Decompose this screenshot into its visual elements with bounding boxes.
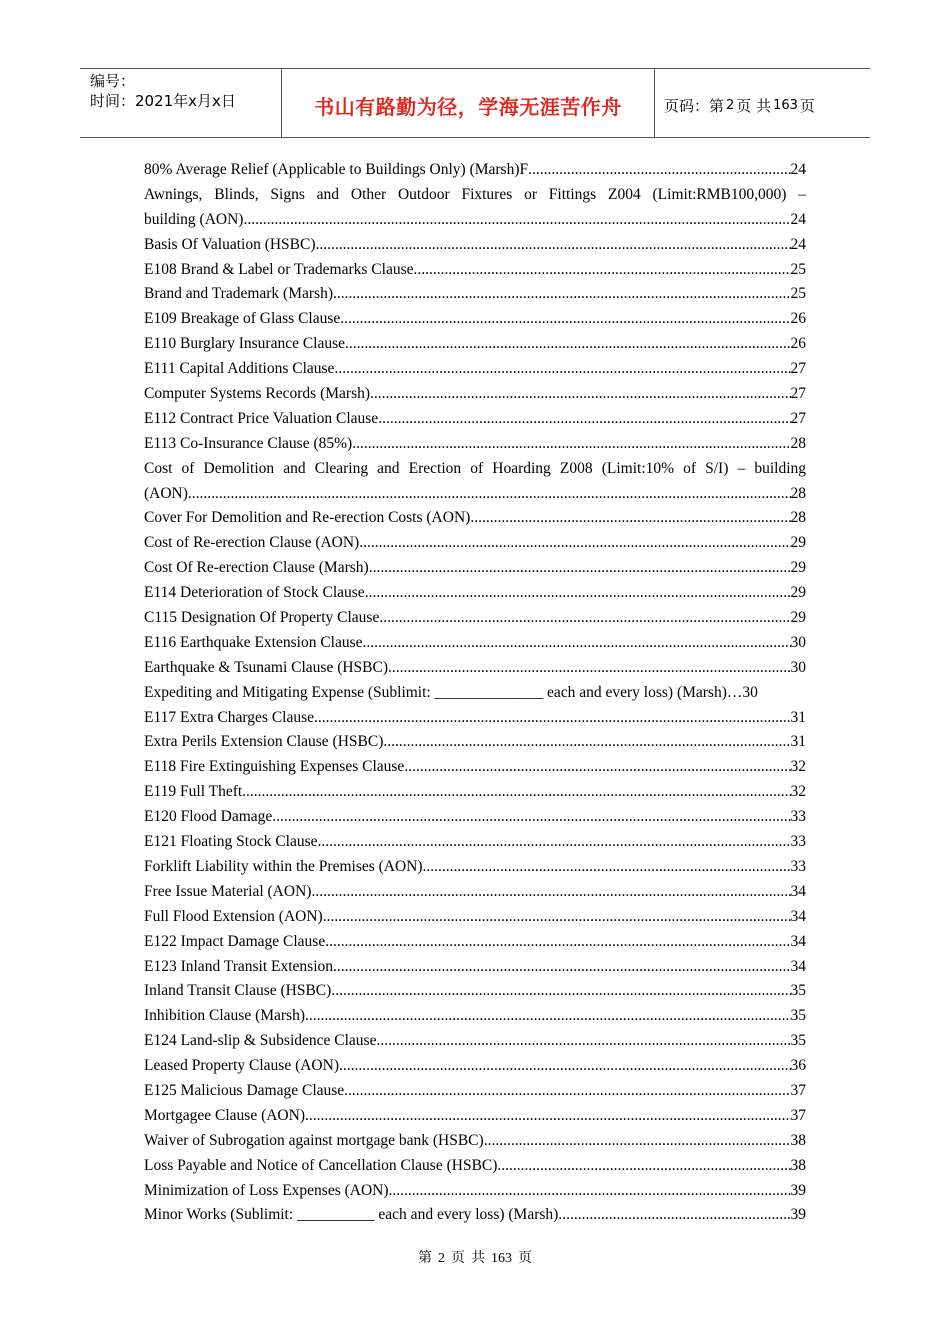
toc-entry-title: E114 Deterioration of Stock Clause bbox=[144, 584, 365, 602]
toc-entry-title: Loss Payable and Notice of Cancellation Clause (HSBC) bbox=[144, 1156, 498, 1174]
toc-entry-title: Minimization of Loss Expenses (AON) bbox=[144, 1181, 389, 1199]
toc-entry[interactable] bbox=[144, 855, 806, 880]
toc-dot-leader bbox=[369, 556, 791, 581]
document-date-label: 时间：2021年x月x日 bbox=[90, 92, 236, 110]
toc-entry-page: 37 bbox=[790, 1081, 806, 1099]
toc-dot-leader bbox=[316, 233, 791, 258]
toc-entry-page: 24 bbox=[790, 161, 806, 178]
toc-entry-title-line[interactable]: Cost of Demolition and Clearing and Erection of Hoarding Z008 (Limit:10% of S/I) – building bbox=[144, 459, 806, 477]
toc-entry-page: 24 bbox=[790, 210, 806, 228]
toc-entry-page: 36 bbox=[790, 1057, 806, 1075]
toc-entry-page: 27 bbox=[790, 409, 806, 427]
toc-entry-title: E111 Capital Additions Clause bbox=[144, 360, 335, 378]
toc-entry[interactable] bbox=[144, 258, 806, 283]
toc-entry-page: 34 bbox=[790, 907, 806, 925]
page-info-suffix: 页 bbox=[799, 96, 815, 115]
toc-entry-title: Cover For Demolition and Re-erection Costs (AON) bbox=[144, 509, 471, 527]
toc-entry-title-line[interactable]: Awnings, Blinds, Signs and Other Outdoor Fixtures or Fittings Z004 (Limit:RMB100,000) – bbox=[144, 185, 806, 203]
toc-entry-title: E121 Floating Stock Clause bbox=[144, 833, 318, 851]
toc-dot-leader bbox=[331, 979, 790, 1004]
toc-entry-title: E116 Earthquake Extension Clause bbox=[144, 633, 363, 651]
toc-entry-page: 39 bbox=[790, 1181, 806, 1199]
toc-entry-title: Expediting and Mitigating Expense (Sublimit: ______________ each and every loss) (Marsh)… bbox=[144, 683, 743, 701]
toc-entry[interactable] bbox=[144, 158, 806, 183]
toc-entry-page: 25 bbox=[790, 260, 806, 278]
toc-entry-page: 30 bbox=[742, 683, 758, 701]
toc-entry-page: 32 bbox=[790, 758, 806, 776]
page-info-total: 163 bbox=[773, 97, 798, 113]
toc-entry[interactable] bbox=[144, 631, 806, 656]
toc-dot-leader bbox=[497, 1154, 790, 1179]
toc-entry-title: E123 Inland Transit Extension bbox=[144, 957, 334, 975]
toc-entry-page: 37 bbox=[790, 1106, 806, 1124]
toc-dot-leader bbox=[323, 905, 791, 930]
toc-entry-title: Inland Transit Clause (HSBC) bbox=[144, 982, 332, 1000]
toc-entry-page: 29 bbox=[790, 584, 806, 602]
toc-entry[interactable] bbox=[144, 1154, 806, 1179]
toc-dot-leader bbox=[333, 282, 791, 307]
toc-entry-page: 34 bbox=[790, 957, 806, 975]
toc-entry[interactable] bbox=[144, 357, 806, 382]
toc-dot-leader bbox=[305, 1004, 790, 1029]
table-of-contents bbox=[144, 158, 806, 1228]
footer-suffix: 页 bbox=[518, 1251, 532, 1266]
toc-entry[interactable] bbox=[144, 531, 806, 556]
toc-dot-leader bbox=[370, 382, 790, 407]
toc-entry[interactable] bbox=[144, 208, 806, 233]
toc-entry[interactable] bbox=[144, 656, 806, 681]
toc-entry-title: 80% Average Relief (Applicable to Buildings Only) (Marsh)F bbox=[144, 161, 529, 178]
toc-entry-page: 31 bbox=[790, 733, 806, 751]
toc-dot-leader bbox=[340, 307, 790, 332]
toc-dot-leader bbox=[388, 656, 790, 681]
toc-entry-title: E119 Full Theft bbox=[144, 783, 243, 801]
toc-entry[interactable] bbox=[144, 556, 806, 581]
toc-entry-page: 28 bbox=[790, 484, 806, 502]
toc-entry-title: Leased Property Clause (AON) bbox=[144, 1057, 339, 1075]
toc-dot-leader bbox=[423, 855, 791, 880]
toc-dot-leader bbox=[359, 531, 790, 556]
toc-dot-leader bbox=[378, 407, 790, 432]
toc-dot-leader bbox=[188, 482, 791, 507]
toc-entry-title: Free Issue Material (AON) bbox=[144, 882, 312, 900]
toc-dot-leader bbox=[413, 258, 790, 283]
toc-dot-leader bbox=[314, 706, 790, 731]
toc-entry-page: 33 bbox=[790, 833, 806, 851]
toc-entry-title: Waiver of Subrogation against mortgage bank (HSBC) bbox=[144, 1131, 484, 1149]
toc-entry[interactable] bbox=[144, 780, 806, 805]
toc-entry[interactable] bbox=[144, 880, 806, 905]
footer-mid2: 共 bbox=[471, 1251, 485, 1266]
toc-entry[interactable] bbox=[144, 930, 806, 955]
toc-entry-page: 27 bbox=[790, 385, 806, 403]
header-meta bbox=[80, 69, 281, 137]
toc-entry-title: E108 Brand & Label or Trademarks Clause bbox=[144, 260, 414, 278]
toc-entry-title: E125 Malicious Damage Clause bbox=[144, 1081, 345, 1099]
toc-entry-page: 31 bbox=[790, 708, 806, 726]
toc-entry[interactable] bbox=[144, 905, 806, 930]
toc-entry-page: 33 bbox=[790, 808, 806, 826]
toc-entry-title: Brand and Trademark (Marsh) bbox=[144, 285, 333, 303]
toc-dot-leader bbox=[376, 1029, 790, 1054]
page-info-current: 2 bbox=[726, 97, 735, 113]
toc-entry[interactable] bbox=[144, 606, 806, 631]
toc-entry[interactable] bbox=[144, 382, 806, 407]
toc-entry[interactable] bbox=[144, 506, 806, 531]
toc-entry[interactable] bbox=[144, 955, 806, 980]
toc-dot-leader bbox=[344, 1079, 790, 1104]
toc-entry-title: (AON) bbox=[144, 484, 188, 502]
toc-entry-title: Computer Systems Records (Marsh) bbox=[144, 385, 371, 403]
toc-entry[interactable] bbox=[144, 307, 806, 332]
toc-dot-leader bbox=[379, 606, 790, 631]
toc-dot-leader bbox=[365, 581, 791, 606]
toc-dot-leader bbox=[334, 357, 790, 382]
toc-dot-leader bbox=[272, 805, 790, 830]
toc-dot-leader bbox=[305, 1104, 791, 1129]
toc-dot-leader bbox=[243, 208, 790, 233]
toc-entry-page: 26 bbox=[790, 335, 806, 353]
toc-entry[interactable] bbox=[144, 706, 806, 731]
toc-entry[interactable] bbox=[144, 1029, 806, 1054]
toc-entry-title: Earthquake & Tsunami Clause (HSBC) bbox=[144, 658, 389, 676]
toc-entry[interactable] bbox=[144, 830, 806, 855]
toc-entry[interactable] bbox=[144, 1079, 806, 1104]
toc-dot-leader bbox=[325, 930, 790, 955]
toc-dot-leader bbox=[363, 631, 791, 656]
toc-entry-page: 29 bbox=[790, 534, 806, 552]
toc-entry[interactable] bbox=[144, 730, 806, 755]
toc-entry-page: 27 bbox=[790, 360, 806, 378]
toc-dot-leader bbox=[311, 880, 790, 905]
toc-entry-title: building (AON) bbox=[144, 210, 244, 228]
toc-entry-title: E120 Flood Damage bbox=[144, 808, 273, 826]
toc-dot-leader bbox=[528, 158, 790, 183]
toc-entry[interactable] bbox=[144, 979, 806, 1004]
toc-entry-page: 29 bbox=[790, 559, 806, 577]
toc-dot-leader bbox=[318, 830, 791, 855]
header-motto: 书山有路勤为径，学海无涯苦作舟 bbox=[281, 69, 655, 137]
toc-entry-page: 35 bbox=[790, 1007, 806, 1025]
toc-entry-page: 30 bbox=[790, 633, 806, 651]
toc-entry-page: 26 bbox=[790, 310, 806, 328]
toc-entry-title: Full Flood Extension (AON) bbox=[144, 907, 323, 925]
page-info-mid: 页 共 bbox=[736, 96, 772, 115]
toc-entry-title: Cost of Re-erection Clause (AON) bbox=[144, 534, 360, 552]
page-footer bbox=[0, 1247, 950, 1267]
toc-entry[interactable] bbox=[144, 681, 806, 706]
toc-entry[interactable] bbox=[144, 1179, 806, 1204]
toc-dot-leader bbox=[242, 780, 790, 805]
toc-entry-page: 32 bbox=[790, 783, 806, 801]
toc-dot-leader bbox=[339, 1054, 791, 1079]
toc-entry-title: E118 Fire Extinguishing Expenses Clause bbox=[144, 758, 405, 776]
toc-entry-page: 34 bbox=[790, 932, 806, 950]
toc-entry[interactable] bbox=[144, 1129, 806, 1154]
toc-entry-title: C115 Designation Of Property Clause bbox=[144, 609, 380, 627]
toc-entry-title: E113 Co-Insurance Clause (85%) bbox=[144, 434, 353, 452]
toc-entry-page: 35 bbox=[790, 1032, 806, 1050]
toc-entry-page: 33 bbox=[790, 857, 806, 875]
toc-entry-page: 28 bbox=[790, 434, 806, 452]
toc-entry[interactable] bbox=[144, 1004, 806, 1029]
toc-entry[interactable] bbox=[144, 332, 806, 357]
toc-entry-title: E124 Land-slip & Subsidence Clause bbox=[144, 1032, 377, 1050]
toc-entry-title: Minor Works (Sublimit: __________ each and every loss) (Marsh) bbox=[144, 1206, 559, 1224]
page-info-prefix: 页码：第 bbox=[664, 96, 725, 115]
toc-entry-page: 35 bbox=[790, 982, 806, 1000]
toc-dot-leader bbox=[558, 1203, 790, 1228]
document-number-label: 编号： bbox=[90, 72, 136, 90]
toc-entry[interactable] bbox=[144, 1054, 806, 1079]
toc-entry-title: E110 Burglary Insurance Clause bbox=[144, 335, 346, 353]
toc-entry-page: 34 bbox=[790, 882, 806, 900]
toc-entry[interactable] bbox=[144, 482, 806, 507]
toc-entry-title: Inhibition Clause (Marsh) bbox=[144, 1007, 306, 1025]
toc-entry-page: 24 bbox=[790, 235, 806, 253]
footer-current: 2 bbox=[438, 1251, 445, 1266]
toc-entry-title: Cost Of Re-erection Clause (Marsh) bbox=[144, 559, 369, 577]
footer-mid1: 页 bbox=[451, 1251, 465, 1266]
toc-dot-leader bbox=[484, 1129, 791, 1154]
toc-entry-title: E109 Breakage of Glass Clause bbox=[144, 310, 341, 328]
toc-entry-title: Forklift Liability within the Premises (AON) bbox=[144, 857, 423, 875]
header-page-info bbox=[655, 69, 870, 137]
toc-entry[interactable] bbox=[144, 233, 806, 258]
toc-entry[interactable] bbox=[144, 755, 806, 780]
toc-dot-leader bbox=[352, 432, 790, 457]
toc-dot-leader bbox=[404, 755, 790, 780]
toc-dot-leader bbox=[345, 332, 790, 357]
toc-entry-page: 28 bbox=[790, 509, 806, 527]
toc-entry[interactable] bbox=[144, 1104, 806, 1129]
toc-dot-leader bbox=[383, 730, 790, 755]
toc-entry-title: Mortgagee Clause (AON) bbox=[144, 1106, 305, 1124]
toc-entry-page: 25 bbox=[790, 285, 806, 303]
toc-dot-leader bbox=[470, 506, 790, 531]
toc-entry-title: E122 Impact Damage Clause bbox=[144, 932, 326, 950]
toc-entry-page: 29 bbox=[790, 609, 806, 627]
toc-entry[interactable] bbox=[144, 432, 806, 457]
toc-entry[interactable] bbox=[144, 282, 806, 307]
toc-entry-page: 39 bbox=[790, 1206, 806, 1224]
page-header bbox=[80, 68, 870, 138]
toc-entry[interactable] bbox=[144, 805, 806, 830]
toc-entry-page: 30 bbox=[790, 658, 806, 676]
toc-entry-title: E117 Extra Charges Clause bbox=[144, 708, 315, 726]
toc-dot-leader bbox=[389, 1179, 791, 1204]
toc-entry-title: Extra Perils Extension Clause (HSBC) bbox=[144, 733, 384, 751]
toc-entry[interactable] bbox=[144, 407, 806, 432]
footer-prefix: 第 bbox=[418, 1251, 432, 1266]
toc-entry-title: E112 Contract Price Valuation Clause bbox=[144, 409, 379, 427]
footer-total: 163 bbox=[491, 1251, 512, 1266]
toc-entry[interactable] bbox=[144, 581, 806, 606]
toc-entry-page: 38 bbox=[790, 1156, 806, 1174]
toc-entry-page: 38 bbox=[790, 1131, 806, 1149]
toc-entry[interactable] bbox=[144, 1203, 806, 1228]
toc-dot-leader bbox=[333, 955, 790, 980]
toc-entry-title: Basis Of Valuation (HSBC) bbox=[144, 235, 316, 253]
